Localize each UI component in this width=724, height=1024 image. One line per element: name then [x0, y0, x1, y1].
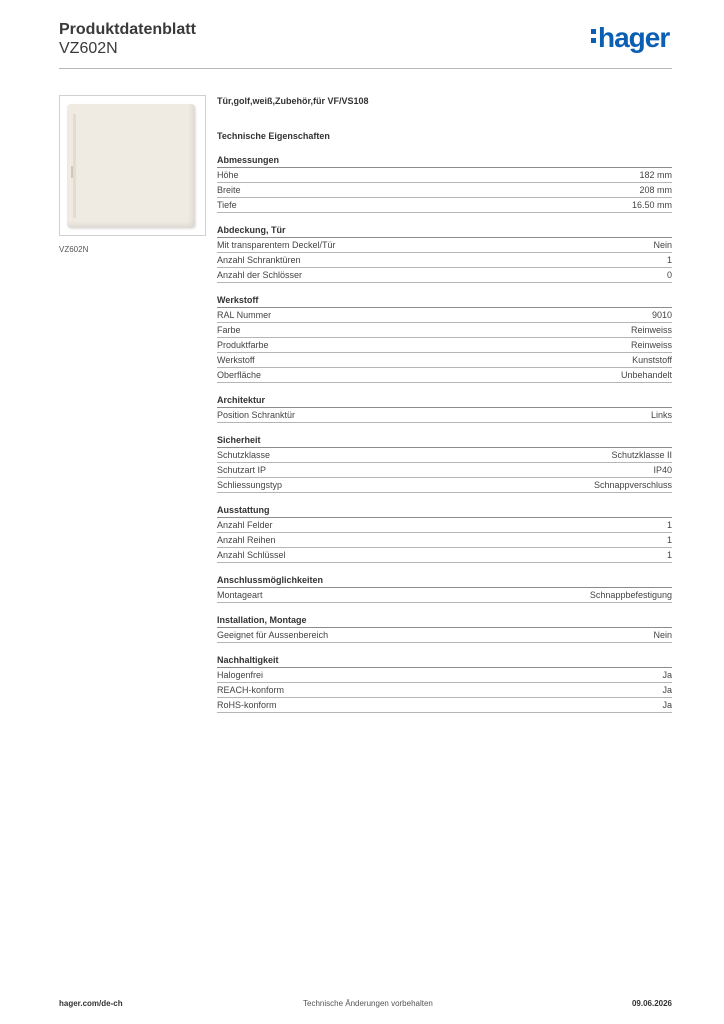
property-value: Ja [662, 685, 672, 695]
property-label: Oberfläche [217, 370, 262, 380]
property-label: Breite [217, 185, 241, 195]
property-row [217, 253, 672, 268]
page-title: Produktdatenblatt [59, 21, 196, 38]
property-label: Schliessungstyp [217, 480, 283, 490]
property-value: 9010 [651, 310, 672, 320]
property-value: IP40 [653, 465, 672, 475]
property-value: Reinweiss [630, 340, 672, 350]
section-title: Anschlussmöglichkeiten [217, 573, 672, 588]
product-number: VZ602N [59, 40, 118, 57]
product-image [59, 95, 206, 236]
property-value: 1 [666, 550, 672, 560]
section-title: Installation, Montage [217, 613, 672, 628]
property-row [217, 168, 672, 183]
property-row [217, 338, 672, 353]
property-label: Schutzart IP [217, 465, 267, 475]
product-image-caption: VZ602N [59, 245, 89, 254]
property-label: RoHS-konform [217, 700, 277, 710]
property-label: Anzahl Schlüssel [217, 550, 286, 560]
property-row [217, 698, 672, 713]
section-title: Sicherheit [217, 433, 672, 448]
property-section [217, 653, 672, 713]
datasheet-content [217, 95, 672, 713]
property-value: Links [650, 410, 672, 420]
property-value: 16.50 mm [631, 200, 672, 210]
property-value: 208 mm [639, 185, 672, 195]
property-value: Unbehandelt [620, 370, 672, 380]
property-row [217, 238, 672, 253]
section-title: Abmessungen [217, 153, 672, 168]
property-row [217, 588, 672, 603]
property-label: Anzahl Schranktüren [217, 255, 301, 265]
property-value: 1 [666, 520, 672, 530]
property-row [217, 533, 672, 548]
property-value: 0 [666, 270, 672, 280]
property-label: REACH-konform [217, 685, 285, 695]
property-value: Schnappbefestigung [589, 590, 672, 600]
property-label: Farbe [217, 325, 241, 335]
property-row [217, 268, 672, 283]
property-label: Position Schranktür [217, 410, 296, 420]
property-label: Anzahl Felder [217, 520, 273, 530]
property-label: Montageart [217, 590, 263, 600]
property-label: Tiefe [217, 200, 237, 210]
logo-text: hager [598, 22, 670, 53]
property-label: Anzahl Reihen [217, 535, 276, 545]
property-section [217, 573, 672, 603]
property-value: 182 mm [639, 170, 672, 180]
footer-website: hager.com/de-ch [59, 999, 123, 1008]
property-sections [217, 153, 672, 713]
section-title: Werkstoff [217, 293, 672, 308]
footer-notice: Technische Änderungen vorbehalten [303, 999, 433, 1008]
property-section [217, 153, 672, 213]
property-label: Werkstoff [217, 355, 255, 365]
property-row [217, 368, 672, 383]
property-label: Höhe [217, 170, 239, 180]
property-row [217, 353, 672, 368]
property-label: RAL Nummer [217, 310, 272, 320]
technical-properties-heading: Technische Eigenschaften [217, 131, 330, 141]
product-description: Tür,golf,weiß,Zubehör,für VF/VS108 [217, 96, 369, 106]
property-value: Schutzklasse II [611, 450, 672, 460]
property-row [217, 463, 672, 478]
property-section [217, 393, 672, 423]
property-value: Ja [662, 700, 672, 710]
property-row [217, 198, 672, 213]
property-row [217, 668, 672, 683]
property-row [217, 683, 672, 698]
property-section [217, 433, 672, 493]
property-label: Halogenfrei [217, 670, 264, 680]
property-value: Schnappverschluss [593, 480, 672, 490]
property-row [217, 518, 672, 533]
property-value: Nein [653, 240, 672, 250]
property-value: Reinweiss [630, 325, 672, 335]
property-section [217, 223, 672, 283]
property-value: Nein [653, 630, 672, 640]
section-title: Abdeckung, Tür [217, 223, 672, 238]
footer-date: 09.06.2026 [631, 999, 672, 1008]
property-row [217, 628, 672, 643]
property-value: Ja [662, 670, 672, 680]
property-row [217, 408, 672, 423]
property-row [217, 308, 672, 323]
property-section [217, 503, 672, 563]
property-row [217, 548, 672, 563]
property-section [217, 293, 672, 383]
door-panel-picture [67, 104, 195, 228]
property-label: Geeignet für Aussenbereich [217, 630, 329, 640]
section-title: Architektur [217, 393, 672, 408]
property-label: Mit transparentem Deckel/Tür [217, 240, 336, 250]
section-title: Nachhaltigkeit [217, 653, 672, 668]
property-row [217, 323, 672, 338]
logo-dots-icon [591, 29, 597, 47]
property-section [217, 613, 672, 643]
property-label: Schutzklasse [217, 450, 271, 460]
property-row [217, 183, 672, 198]
header-divider [59, 68, 672, 69]
hager-logo [591, 24, 669, 52]
property-label: Anzahl der Schlösser [217, 270, 303, 280]
section-title: Ausstattung [217, 503, 672, 518]
property-value: 1 [666, 255, 672, 265]
property-row [217, 448, 672, 463]
property-row [217, 478, 672, 493]
property-value: 1 [666, 535, 672, 545]
property-value: Kunststoff [632, 355, 672, 365]
property-label: Produktfarbe [217, 340, 269, 350]
